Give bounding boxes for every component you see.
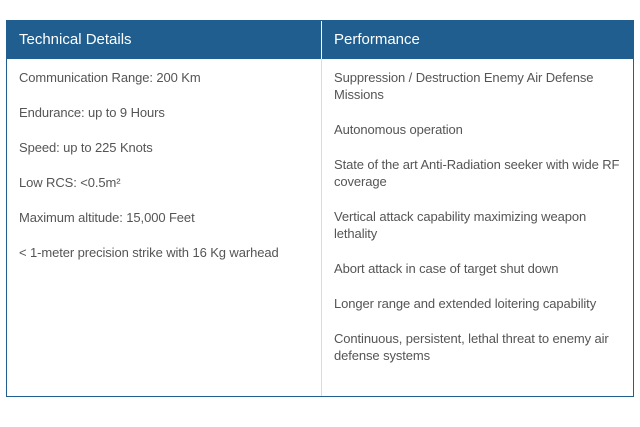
header-technical-details: Technical Details — [7, 21, 322, 59]
technical-item: Endurance: up to 9 Hours — [19, 105, 165, 120]
performance-item: Autonomous operation — [334, 122, 463, 137]
technical-item: Communication Range: 200 Km — [19, 70, 201, 85]
performance-item: Vertical attack capability maximizing weapon lethality — [334, 209, 587, 241]
performance-item: Continuous, persistent, lethal threat to enemy air defense systems — [334, 331, 609, 363]
specs-table — [6, 20, 634, 397]
technical-item: Maximum altitude: 15,000 Feet — [19, 210, 195, 225]
performance-item: State of the art Anti-Radiation seeker with wide RF coverage — [334, 157, 620, 189]
technical-item: Speed: up to 225 Knots — [19, 140, 153, 155]
table-header-row — [7, 21, 633, 59]
technical-details-column — [7, 59, 322, 396]
performance-item: Longer range and extended loitering capability — [334, 296, 597, 311]
performance-item: Abort attack in case of target shut down — [334, 261, 559, 276]
table-body-row — [7, 59, 633, 396]
performance-item: Suppression / Destruction Enemy Air Defense Missions — [334, 70, 594, 102]
performance-column — [322, 59, 633, 396]
header-performance: Performance — [334, 31, 420, 48]
technical-item: Low RCS: <0.5m² — [19, 175, 121, 190]
technical-item: < 1-meter precision strike with 16 Kg warhead — [19, 245, 279, 260]
